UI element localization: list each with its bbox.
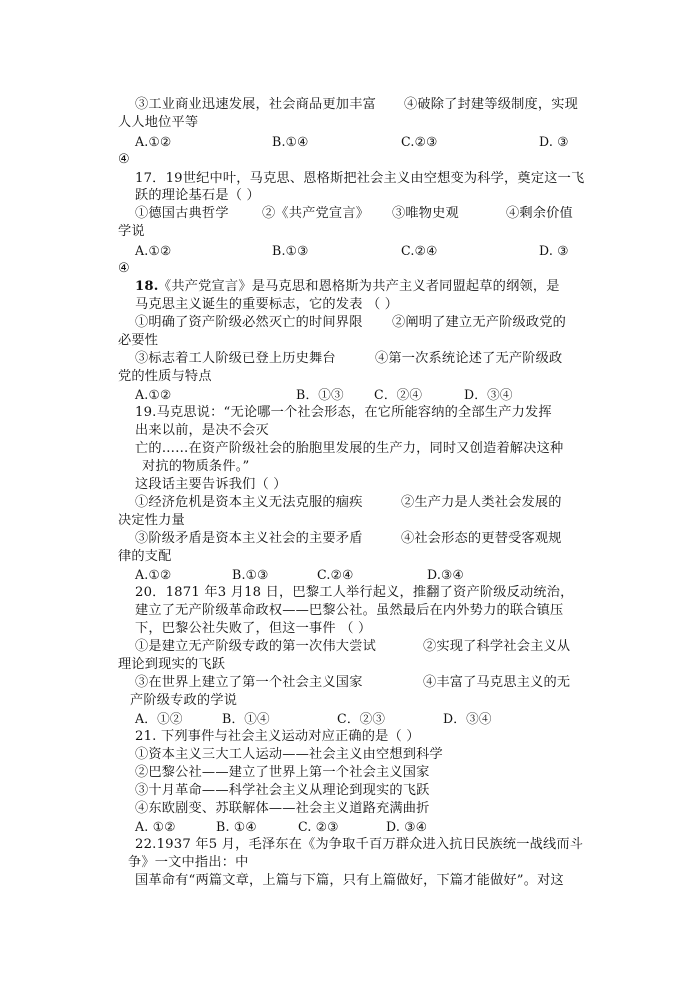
text-line: 理论到现实的飞跃	[118, 657, 226, 672]
answer-choice: D. ③	[539, 243, 569, 258]
text-line: 学说	[118, 224, 145, 239]
text-line: 党的性质与特点	[118, 369, 212, 384]
text-line: ④	[118, 261, 131, 276]
text-line: 下，巴黎公社失败了，但这一事件 （ ）	[135, 621, 372, 636]
answer-choice: B．①③	[296, 387, 344, 402]
text-line: ③阶级矛盾是资本主义社会的主要矛盾	[135, 531, 363, 546]
answer-choice: C．②④	[374, 387, 423, 402]
answer-choice: C.②④	[401, 243, 438, 258]
text-line: ①是建立无产阶级专政的第一次伟大尝试	[135, 639, 376, 654]
text-line: 22.1937 年5 月，毛泽东在《为争取千百万群众进入抗日民族统一战线而斗	[135, 837, 584, 852]
answer-choice: B.①③	[272, 243, 309, 258]
text-line: ①明确了资产阶级必然灭亡的时间界限	[135, 315, 363, 330]
text-line: 马克思主义诞生的重要标志，它的发表 （ ）	[135, 297, 399, 312]
text-line: 建立了无产阶级革命政权——巴黎公社。虽然最后在内外势力的联合镇压	[135, 603, 564, 618]
text-line: 决定性力量	[118, 513, 185, 528]
text-line: 律的支配	[118, 549, 172, 564]
text-line: ②生产力是人类社会发展的	[401, 495, 562, 510]
text-line: 17．19世纪中叶，马克思、恩格斯把社会主义由空想变为科学，奠定这一飞	[135, 171, 585, 186]
text-line: 必要性	[118, 333, 159, 348]
text-line: ④社会形态的更替受客观规	[401, 531, 562, 546]
text-line: ④丰富了马克思主义的无	[423, 675, 571, 690]
text-line: 20．1871 年3 月18 日，巴黎工人举行起义，推翻了资产阶级反动统治，	[135, 585, 574, 600]
text-line: 跃的理论基石是（ ）	[135, 188, 260, 203]
answer-choice: A.①②	[135, 567, 172, 582]
answer-choice: A.①②	[135, 134, 172, 149]
answer-choice: B.①③	[232, 567, 269, 582]
text-line: ④剩余价值	[506, 206, 573, 221]
answer-choice: B.①④	[272, 134, 309, 149]
text-line: ③在世界上建立了第一个社会主义国家	[135, 675, 363, 690]
text-line: ①德国古典哲学	[135, 206, 229, 221]
text-line: ②实现了科学社会主义从	[423, 639, 571, 654]
text-line: ②巴黎公社——建立了世界上第一个社会主义国家	[135, 765, 430, 780]
answer-choice: D．③④	[443, 711, 492, 726]
text-line: ④第一次系统论述了无产阶级政	[375, 351, 563, 366]
text-line: 产阶级专政的学说	[130, 693, 238, 708]
text-line: 出来以前，是决不会灭	[135, 423, 269, 438]
answer-choice: C. ②③	[298, 819, 339, 834]
text-line: 对抗的物质条件。”	[142, 459, 250, 474]
text-line: ④破除了封建等级制度，实现	[404, 97, 579, 112]
text-line: ③工业商业迅速发展，社会商品更加丰富	[135, 97, 376, 112]
text-line: ④东欧剧变、苏联解体——社会主义道路充满曲折	[135, 801, 430, 816]
text-line: ②《共产党宣言》	[262, 206, 370, 221]
text-line: 亡的……在资产阶级社会的胎胞里发展的生产力，同时又创造着解决这种	[135, 441, 564, 456]
text-line: 21. 下列事件与社会主义运动对应正确的是（ ）	[135, 729, 420, 744]
answer-choice: D.③④	[427, 567, 465, 582]
answer-choice: D．③④	[464, 387, 513, 402]
answer-choice: B. ①④	[216, 819, 257, 834]
text-line: ①资本主义三大工人运动——社会主义由空想到科学	[135, 747, 443, 762]
text-line: ①经济危机是资本主义无法克服的痼疾	[135, 495, 363, 510]
text-line: 争》一文中指出：中	[128, 855, 249, 870]
text-line: ③唯物史观	[392, 206, 459, 221]
answer-choice: D. ③	[539, 134, 569, 149]
answer-choice: A.①②	[135, 387, 172, 402]
text-line: 人人地位平等	[118, 115, 199, 130]
answer-choice: A.①②	[135, 243, 172, 258]
answer-choice: C.②④	[317, 567, 354, 582]
answer-choice: A．①②	[135, 711, 183, 726]
text-line: ②阐明了建立无产阶级政党的	[392, 315, 567, 330]
text-line: 这段话主要告诉我们（ ）	[135, 477, 287, 492]
text-line: 国革命有“两篇文章，上篇与下篇，只有上篇做好，下篇才能做好”。对这	[135, 873, 564, 888]
answer-choice: A. ①②	[135, 819, 176, 834]
text-line: ③标志着工人阶级已登上历史舞台	[135, 351, 336, 366]
answer-choice: D. ③④	[386, 819, 428, 834]
answer-choice: C．②③	[337, 711, 386, 726]
text-line: 《共产党宣言》是马克思和恩格斯为共产主义者同盟起草的纲领，是	[158, 279, 560, 294]
text-line: 19.马克思说：“无论哪一个社会形态，在它所能容纳的全部生产力发挥	[135, 405, 552, 420]
text-line: ④	[118, 152, 131, 167]
text-line: ③十月革命——科学社会主义从理论到现实的飞跃	[135, 783, 430, 798]
answer-choice: B．①④	[222, 711, 270, 726]
text-line: 18.	[135, 279, 159, 294]
answer-choice: C.②③	[401, 134, 438, 149]
